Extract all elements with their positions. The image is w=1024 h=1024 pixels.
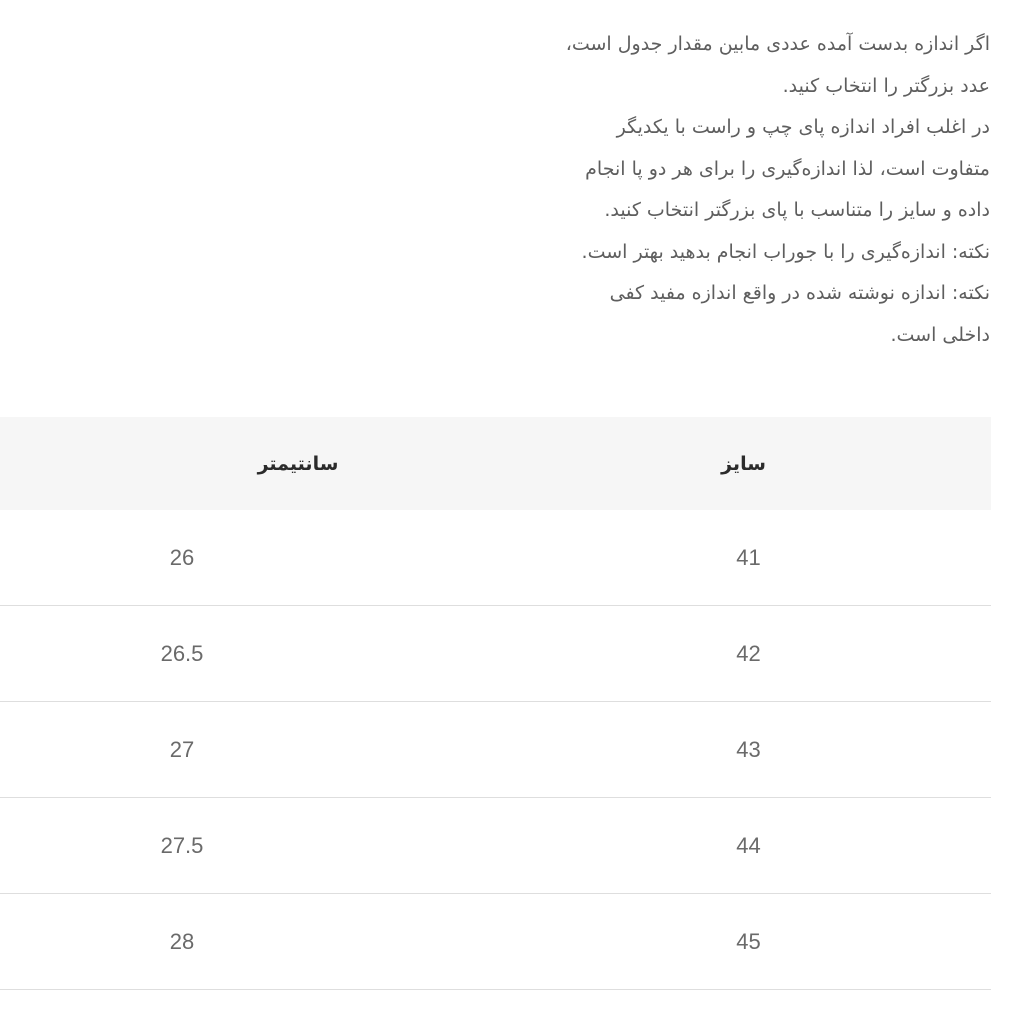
cell-size: 41 (496, 510, 991, 606)
guide-line: داخلی است. (890, 323, 990, 346)
cell-centimeter: 26 (0, 510, 496, 606)
cell-size: 44 (496, 798, 991, 894)
cell-centimeter: 27.5 (0, 798, 496, 894)
guide-line: اگر اندازه بدست آمده عددی مابین مقدار جدول است، (565, 33, 990, 55)
cell-size: 45 (496, 894, 991, 990)
table-row (0, 702, 991, 798)
table-row (0, 510, 991, 606)
size-table (0, 417, 991, 990)
table-row (0, 606, 991, 702)
cell-centimeter: 27 (0, 702, 496, 798)
cell-centimeter: 28 (0, 894, 496, 990)
guide-line: عدد بزرگتر را انتخاب کنید. (782, 74, 990, 97)
table-row (0, 894, 991, 990)
guide-line: نکته: اندازه‌گیری را با جوراب انجام بدهید بهتر است. (581, 240, 990, 263)
guide-line: نکته: اندازه نوشته شده در واقع اندازه مفید کفی (609, 282, 990, 304)
guide-line: در اغلب افراد اندازه پای چپ و راست با یکدیگر (616, 116, 990, 138)
cell-centimeter: 26.5 (0, 606, 496, 702)
header-centimeter: سانتیمتر (257, 452, 339, 475)
size-guide-text (430, 24, 990, 356)
header-size: سایز (721, 452, 766, 475)
cell-size: 43 (496, 702, 991, 798)
guide-line: داده و سایز را متناسب با پای بزرگتر انتخاب کنید. (604, 199, 990, 221)
table-header-row (0, 417, 991, 510)
guide-line: متفاوت است، لذا اندازه‌گیری را برای هر دو پا انجام (585, 157, 990, 180)
cell-size: 42 (496, 606, 991, 702)
table-row (0, 798, 991, 894)
